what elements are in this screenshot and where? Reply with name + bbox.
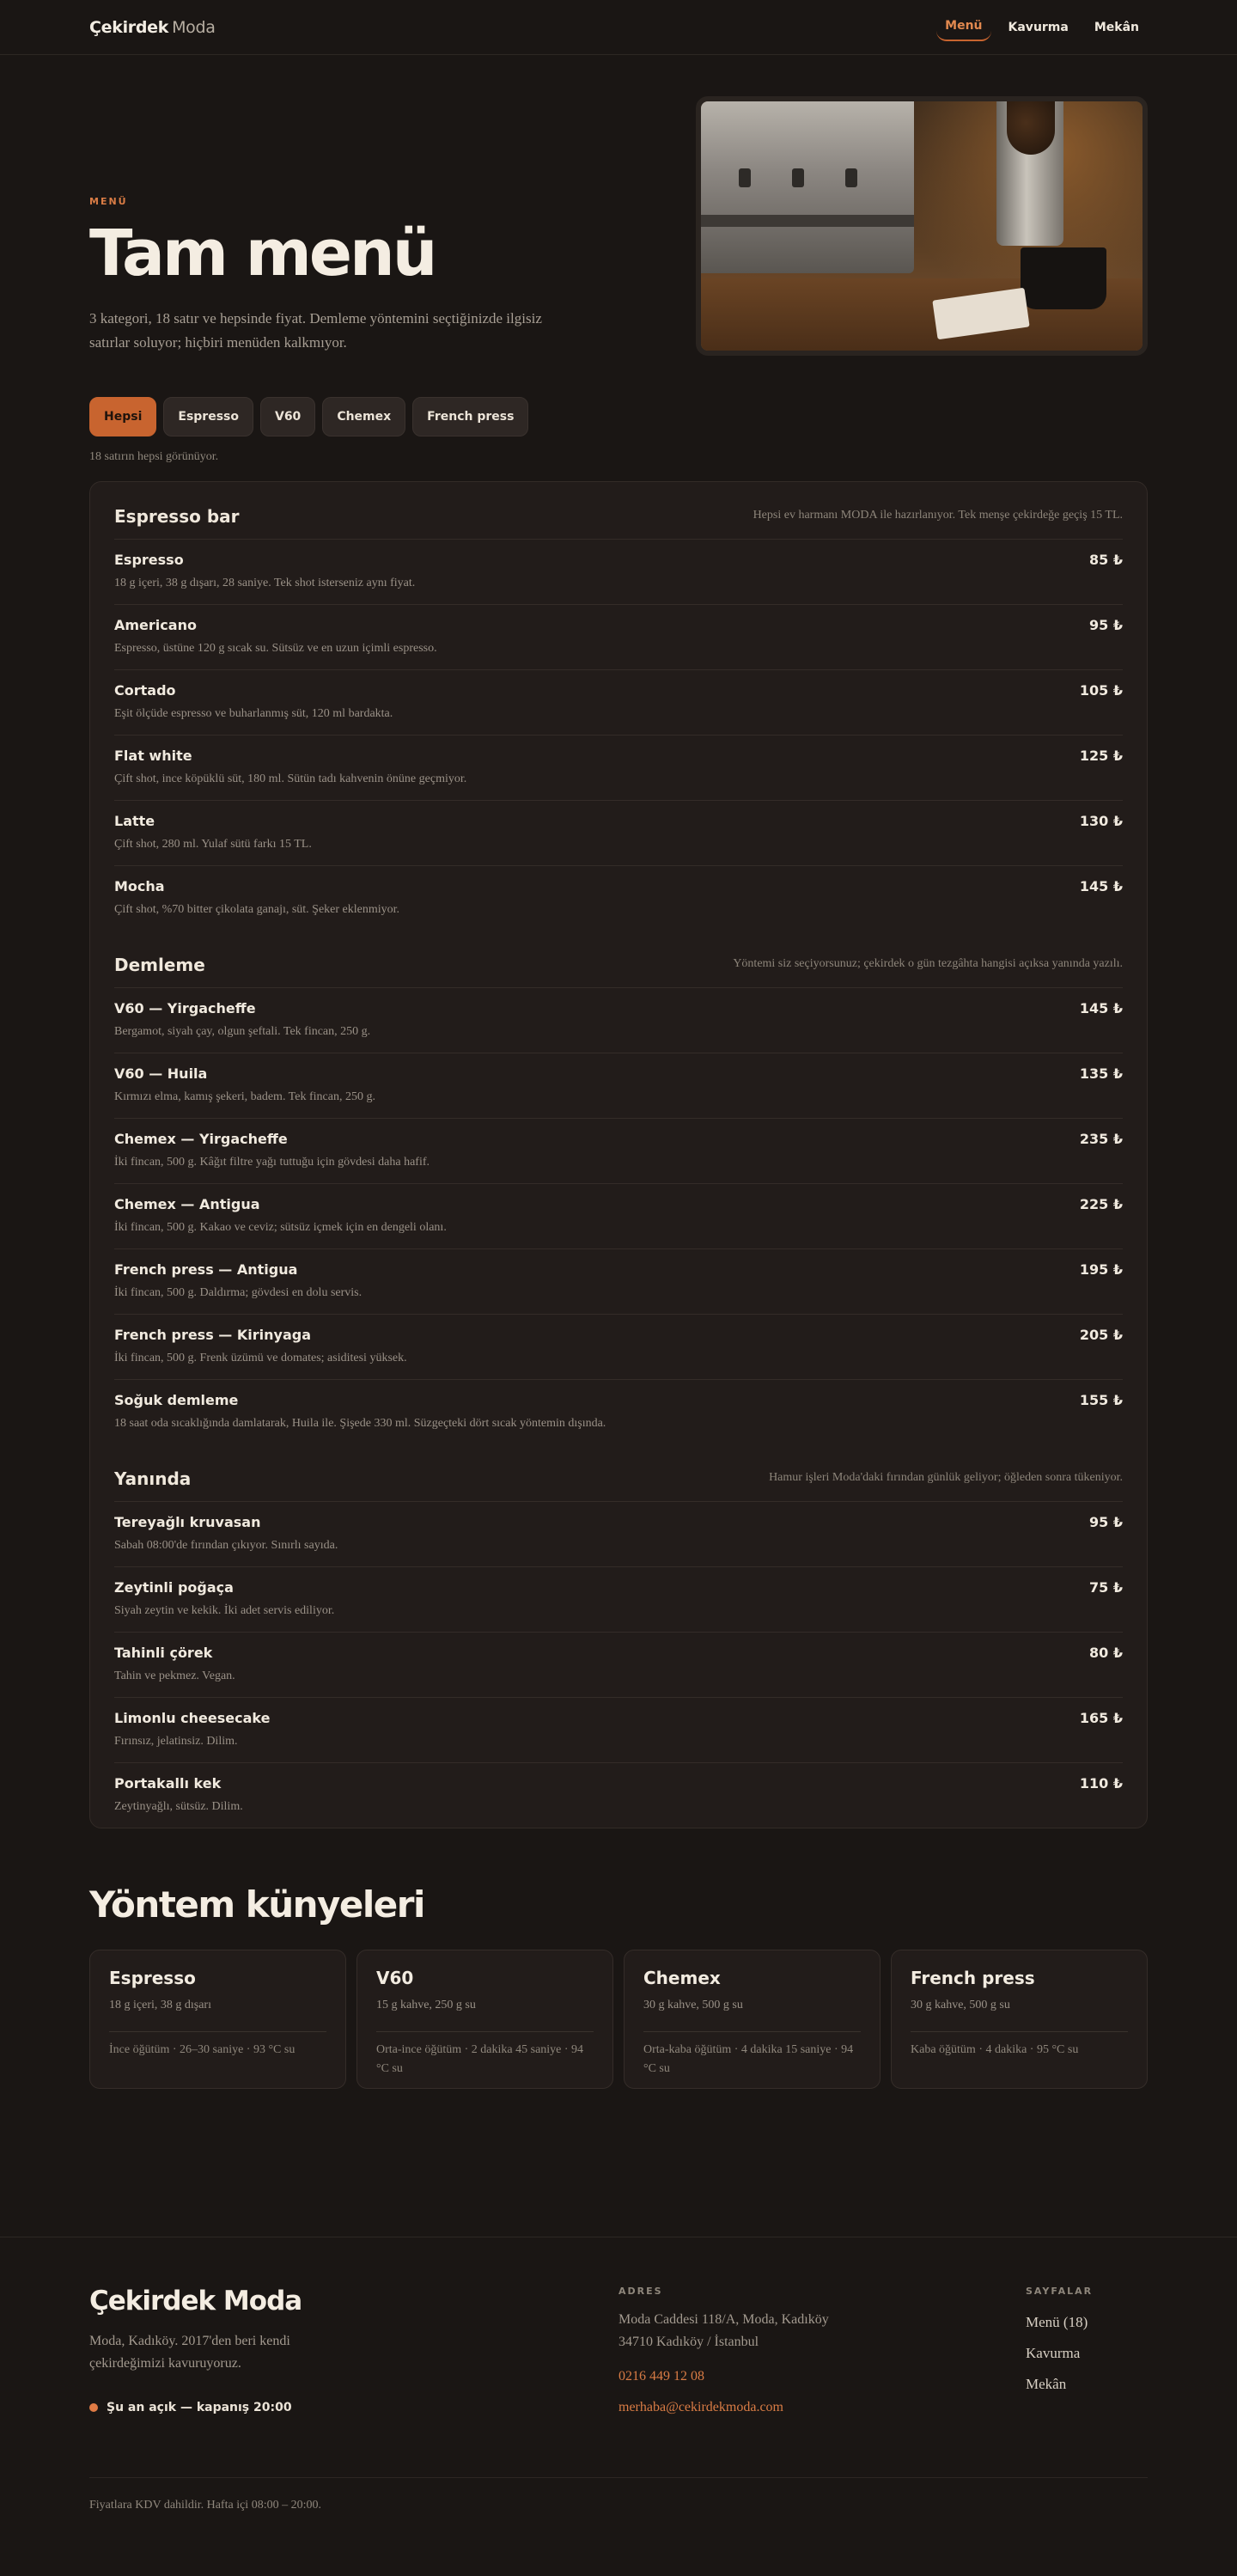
item-name: Soğuk demleme [114, 1392, 239, 1408]
filter-chips [89, 397, 1148, 436]
method-grid [89, 1950, 1148, 2089]
top-nav [0, 0, 1237, 55]
item-price: 155 ₺ [1079, 1392, 1123, 1408]
item-price: 195 ₺ [1079, 1261, 1123, 1278]
page-title: Tam menü [89, 217, 436, 290]
item-name: Limonlu cheesecake [114, 1710, 271, 1726]
nav-link-mekan[interactable]: Mekân [1094, 20, 1139, 34]
footer-address [618, 2286, 1026, 2415]
footer-about: Moda, Kadıköy. 2017'den beri kendi çekirdeğimizi kavuruyoruz. [89, 2334, 290, 2371]
divider [643, 2031, 861, 2032]
item-description: Çift shot, 280 ml. Yulaf sütü farkı 15 TL. [114, 838, 312, 851]
method-specs [0, 1828, 1237, 2089]
footer-note: Fiyatlara KDV dahildir. Hafta içi 08:00 – 20:00. [89, 2477, 1148, 2547]
category-title: Espresso bar [114, 506, 240, 527]
item-description: Tahin ve pekmez. Vegan. [114, 1670, 235, 1682]
menu-item-row [114, 865, 1123, 931]
filter-status: 18 satırın hepsi görünüyor. [89, 450, 219, 463]
category-note: Hepsi ev harmanı MODA ile hazırlanıyor. Tek menşe çekirdeğe geçiş 15 TL. [753, 509, 1123, 522]
item-name: Zeytinli poğaça [114, 1579, 234, 1596]
item-name: Chemex — Yirgacheffe [114, 1131, 288, 1147]
method-dose: 30 g kahve, 500 g su [911, 1999, 1010, 2011]
category-header [114, 1444, 1123, 1501]
method-detail: İnce öğütüm · 26–30 saniye · 93 °C su [109, 2043, 296, 2056]
filter-chip-all[interactable]: Hepsi [89, 397, 156, 436]
menu-item-row [114, 1697, 1123, 1762]
open-status-text: Şu an açık — kapanış 20:00 [107, 2401, 292, 2414]
nav-link-menu[interactable]: Menü [936, 14, 990, 41]
divider [911, 2031, 1128, 2032]
menu-list [89, 481, 1148, 1828]
item-price: 110 ₺ [1079, 1775, 1123, 1792]
method-name: Chemex [643, 1968, 721, 1988]
item-name: Chemex — Antigua [114, 1196, 260, 1212]
divider [109, 2031, 326, 2032]
item-description: Çift shot, ince köpüklü süt, 180 ml. Sütün tadı kahvenin önüne geçmiyor. [114, 772, 467, 785]
item-price: 75 ₺ [1089, 1579, 1123, 1596]
item-price: 95 ₺ [1089, 1514, 1123, 1530]
menu-item-row [114, 987, 1123, 1053]
menu-item-row [114, 1248, 1123, 1314]
method-card [89, 1950, 346, 2089]
method-filter [0, 356, 1237, 464]
nav-link-kavurma[interactable]: Kavurma [1008, 20, 1069, 34]
menu-item-row [114, 1053, 1123, 1118]
item-name: V60 — Huila [114, 1065, 208, 1082]
address-text [618, 2309, 1026, 2353]
item-price: 130 ₺ [1079, 813, 1123, 829]
footer [0, 2237, 1237, 2547]
item-price: 125 ₺ [1079, 748, 1123, 764]
item-price: 225 ₺ [1079, 1196, 1123, 1212]
item-name: Tahinli çörek [114, 1645, 213, 1661]
item-price: 145 ₺ [1079, 1000, 1123, 1016]
brand-suffix: Moda [172, 17, 216, 37]
method-detail: Kaba öğütüm · 4 dakika · 95 °C su [911, 2043, 1079, 2056]
menu-item-row [114, 1566, 1123, 1632]
category-title: Demleme [114, 955, 205, 975]
footer-link-kavurma[interactable]: Kavurma [1026, 2345, 1081, 2361]
filter-chip-v60[interactable]: V60 [260, 397, 315, 436]
menu-item-row [114, 1183, 1123, 1248]
item-description: Eşit ölçüde espresso ve buharlanmış süt, 120 ml bardakta. [114, 707, 393, 720]
item-name: Tereyağlı kruvasan [114, 1514, 261, 1530]
phone-link[interactable]: 0216 449 12 08 [618, 2369, 704, 2384]
menu-item-row [114, 735, 1123, 800]
category-header [114, 931, 1123, 987]
method-detail: Orta-ince öğütüm · 2 dakika 45 saniye · 94 °C su [376, 2043, 584, 2075]
item-description: Siyah zeytin ve kekik. İki adet servis ediliyor. [114, 1604, 335, 1617]
address-line-2: 34710 Kadıköy / İstanbul [618, 2335, 759, 2349]
item-name: Americano [114, 617, 197, 633]
item-description: Çift shot, %70 bitter çikolata ganajı, süt. Şeker eklenmiyor. [114, 903, 400, 916]
nav-links [936, 14, 1148, 41]
address-label: ADRES [618, 2286, 663, 2297]
item-name: Mocha [114, 878, 165, 894]
item-description: 18 saat oda sıcaklığında damlatarak, Huila ile. Şişede 330 ml. Süzgeçteki dört sıcak yöntemin dışında. [114, 1417, 606, 1430]
hero [0, 55, 1237, 356]
footer-pages [1026, 2286, 1093, 2415]
menu-item-row [114, 604, 1123, 669]
method-card [891, 1950, 1148, 2089]
item-description: İki fincan, 500 g. Kakao ve ceviz; sütsüz içmek için en dengeli olanı. [114, 1221, 447, 1234]
status-dot-icon [89, 2403, 98, 2412]
menu-item-row [114, 1314, 1123, 1379]
item-name: Cortado [114, 682, 176, 699]
divider [376, 2031, 594, 2032]
item-description: İki fincan, 500 g. Daldırma; gövdesi en dolu servis. [114, 1286, 363, 1299]
item-description: Zeytinyağlı, sütsüz. Dilim. [114, 1800, 243, 1813]
item-description: İki fincan, 500 g. Frenk üzümü ve domates; asiditesi yüksek. [114, 1352, 407, 1364]
item-name: Espresso [114, 552, 184, 568]
item-name: Flat white [114, 748, 192, 764]
method-name: French press [911, 1968, 1035, 1988]
hero-text [89, 96, 570, 356]
category-header [114, 482, 1123, 539]
brand-logo[interactable] [89, 18, 216, 37]
brand-name: Çekirdek [89, 17, 169, 37]
filter-chip-espresso[interactable]: Espresso [163, 397, 253, 436]
method-dose: 18 g içeri, 38 g dışarı [109, 1999, 211, 2011]
method-dose: 30 g kahve, 500 g su [643, 1999, 743, 2011]
item-name: Latte [114, 813, 155, 829]
open-status [89, 2401, 618, 2414]
address-line-1: Moda Caddesi 118/A, Moda, Kadıköy [618, 2312, 829, 2327]
menu-category [114, 931, 1123, 1444]
item-price: 135 ₺ [1079, 1065, 1123, 1082]
item-name: Portakallı kek [114, 1775, 222, 1792]
footer-link-mekan[interactable]: Mekân [1026, 2376, 1067, 2392]
filter-chip-french-press[interactable]: French press [412, 397, 528, 436]
footer-brand [89, 2286, 618, 2415]
item-description: Bergamot, siyah çay, olgun şeftali. Tek fincan, 250 g. [114, 1025, 371, 1038]
item-description: Fırınsız, jelatinsiz. Dilim. [114, 1735, 238, 1748]
item-description: Sabah 08:00'de fırından çıkıyor. Sınırlı sayıda. [114, 1539, 338, 1552]
method-name: Espresso [109, 1968, 196, 1988]
menu-category [114, 482, 1123, 931]
menu-item-row [114, 1762, 1123, 1828]
item-description: İki fincan, 500 g. Kâğıt filtre yağı tuttuğu için gövdesi daha hafif. [114, 1156, 430, 1169]
item-description: Espresso, üstüne 120 g sıcak su. Sütsüz ve en uzun içimli espresso. [114, 642, 437, 655]
pages-label: SAYFALAR [1026, 2286, 1094, 2297]
hero-eyebrow: MENÜ [89, 196, 128, 207]
espresso-machine-photo [696, 96, 1148, 356]
item-name: French press — Kirinyaga [114, 1327, 311, 1343]
item-price: 80 ₺ [1089, 1645, 1123, 1661]
item-price: 165 ₺ [1079, 1710, 1123, 1726]
footer-link-menu[interactable]: Menü (18) [1026, 2314, 1088, 2330]
item-price: 235 ₺ [1079, 1131, 1123, 1147]
category-title: Yanında [114, 1468, 192, 1489]
method-dose: 15 g kahve, 250 g su [376, 1999, 476, 2011]
item-name: V60 — Yirgacheffe [114, 1000, 256, 1016]
menu-item-row [114, 539, 1123, 604]
menu-item-row [114, 1632, 1123, 1697]
item-description: Kırmızı elma, kamış şekeri, badem. Tek fincan, 250 g. [114, 1090, 375, 1103]
item-price: 205 ₺ [1079, 1327, 1123, 1343]
email-link[interactable]: merhaba@cekirdekmoda.com [618, 2400, 783, 2414]
menu-item-row [114, 669, 1123, 735]
item-price: 145 ₺ [1079, 878, 1123, 894]
item-price: 105 ₺ [1079, 682, 1123, 699]
footer-title: Çekirdek Moda [89, 2286, 302, 2317]
item-name: French press — Antigua [114, 1261, 298, 1278]
item-description: 18 g içeri, 38 g dışarı, 28 saniye. Tek shot isterseniz aynı fiyat. [114, 577, 416, 589]
menu-item-row [114, 1501, 1123, 1566]
item-price: 95 ₺ [1089, 617, 1123, 633]
menu-category [114, 1444, 1123, 1828]
menu-item-row [114, 1379, 1123, 1444]
menu-item-row [114, 800, 1123, 865]
filter-chip-chemex[interactable]: Chemex [322, 397, 405, 436]
method-name: V60 [376, 1968, 414, 1988]
hero-lead: 3 kategori, 18 satır ve hepsinde fiyat. Demleme yöntemini seçtiğinizde ilgisiz satırlar soluyor; hiçbiri menüden kalkmıyor. [89, 309, 542, 351]
method-detail: Orta-kaba öğütüm · 4 dakika 15 saniye · 94 °C su [643, 2043, 854, 2075]
method-card [624, 1950, 881, 2089]
menu-item-row [114, 1118, 1123, 1183]
method-card [356, 1950, 613, 2089]
category-note: Hamur işleri Moda'daki fırından günlük geliyor; öğleden sonra tükeniyor. [769, 1471, 1123, 1484]
category-note: Yöntemi siz seçiyorsunuz; çekirdek o gün tezgâhta hangisi açıksa yanında yazılı. [733, 957, 1123, 970]
methods-title: Yöntem künyeleri [89, 1883, 424, 1926]
item-price: 85 ₺ [1089, 552, 1123, 568]
